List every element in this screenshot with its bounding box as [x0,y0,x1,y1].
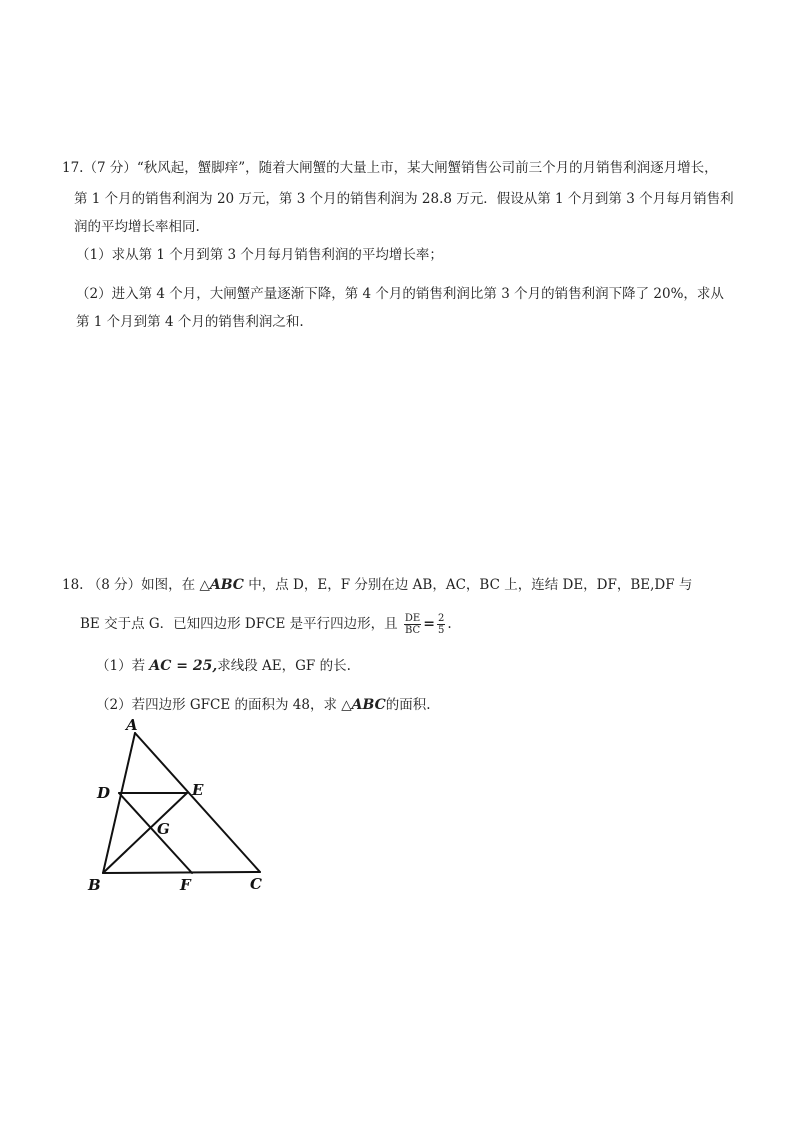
q18-sub2-start: （2）若四边形 GFCE 的面积为 48，求 [96,697,337,713]
label-g: G [157,820,170,838]
q17-line-2: 第 1 个月的销售利润为 20 万元，第 3 个月的销售利润为 28.8 万元．假设从第 1 个月到第 3 个月每月销售利 [74,191,734,207]
triangle-abc: ABC [209,577,244,593]
equation-ac-25: AC = 25, [149,658,218,674]
label-b: B [88,876,101,894]
q18-line-2-end: . [447,616,452,632]
q17-subquestion-2-line-2: 第 1 个月到第 4 个月的销售利润之和. [76,314,304,330]
label-c: C [250,875,262,893]
q18-line-1-start: 18. （8 分）如图，在 [62,577,196,593]
segment-ac [135,733,260,872]
label-f: F [180,876,191,894]
segment-ab [103,733,135,873]
equals-sign: = [423,616,435,632]
q18-sub2-end: 的面积. [385,697,431,713]
q18-sub1-start: （1）若 [96,658,146,674]
triangle-symbol: △ [341,697,352,713]
fraction-two-fifths [437,613,445,636]
q18-line-2-start: BE 交于点 G．已知四边形 DFCE 是平行四边形，且 [80,616,398,632]
q18-line-1-end: 中，点 D，E，F 分别在边 AB，AC，BC 上，连结 DE，DF，BE,DF 与 [248,577,693,593]
q18-subquestion-1 [96,657,351,675]
triangle-symbol: △ [199,577,210,593]
triangle-abc: ABC [351,697,386,713]
q18-line-2 [80,613,452,636]
q17-subquestion-1: （1）求从第 1 个月到第 3 个月每月销售利润的平均增长率； [76,247,443,263]
fraction-numerator-de: DE [404,613,421,624]
fraction-denominator-5: 5 [437,625,445,636]
segment-be [103,793,187,873]
fraction-de-over-bc [404,613,421,636]
fraction-numerator-2: 2 [437,613,445,624]
segment-bc [103,872,260,873]
q18-line-1 [62,576,692,594]
segment-df [119,793,192,873]
q18-sub1-end: 求线段 AE，GF 的长. [217,658,351,674]
label-a: A [126,716,138,734]
q17-line-1: 17.（7 分）“秋风起，蟹脚痒”，随着大闸蟹的大量上市，某大闸蟹销售公司前三个月的月销售利润逐月增长， [62,160,718,176]
label-d: D [97,784,111,802]
fraction-denominator-bc: BC [404,625,421,636]
q17-line-3: 润的平均增长率相同. [74,219,200,235]
label-e: E [192,781,204,799]
q17-subquestion-2-line-1: （2）进入第 4 个月，大闸蟹产量逐渐下降，第 4 个月的销售利润比第 3 个月的销售利润下降了 20%，求从 [76,286,724,302]
q18-subquestion-2 [96,696,431,714]
